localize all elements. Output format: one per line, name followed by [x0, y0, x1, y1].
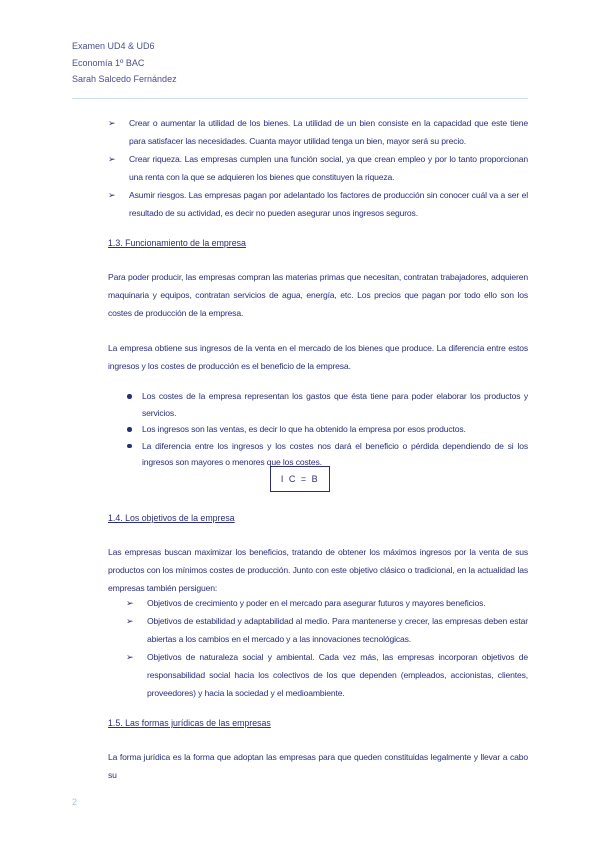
list-item-text: Objetivos de naturaleza social y ambiental. Cada vez más, las empresas incorporan objetivos de responsabilidad social hacia los colectivos de los que dependen (empleados, accionistas, clientes, proveedores) y hacia la sociedad y el medioambiente. — [147, 652, 528, 698]
arrow-bullet-icon: ➢ — [126, 616, 134, 626]
bullet-dot-icon — [127, 394, 132, 399]
list-item — [108, 114, 528, 150]
section-heading-1-3: 1.3. Funcionamiento de la empresa — [108, 238, 246, 248]
section-1-5-paragraph: La forma jurídica es la forma que adoptan las empresas para que queden constituidas legalmente y llevar a cabo su — [108, 752, 528, 780]
list-item-text: Los costes de la empresa representan los gastos que ésta tiene para poder elaborar los productos y servicios. — [142, 391, 528, 418]
list-item — [108, 150, 528, 186]
section-heading-1-5: 1.5. Las formas jurídicas de las empresas — [108, 718, 271, 728]
business-objectives-list — [126, 594, 528, 702]
list-item-text: Crear o aumentar la utilidad de los bienes. La utilidad de un bien consiste en la capacidad que este tiene para satisfacer las necesidades. Cuanta mayor utilidad tenga un bien, mayor será su precio. — [129, 118, 528, 146]
list-item — [108, 186, 528, 222]
page-header — [72, 38, 532, 88]
list-item-text: Asumir riesgos. Las empresas pagan por adelantado los factores de producción sin conocer cuál va a ser el resultado de su actividad, es decir no pueden asegurar unos ingresos seguros. — [129, 190, 528, 218]
arrow-bullet-icon: ➢ — [126, 652, 134, 662]
costs-income-list — [125, 388, 528, 471]
bullet-dot-icon — [127, 427, 132, 432]
arrow-bullet-icon: ➢ — [108, 118, 116, 128]
header-author: Sarah Salcedo Fernández — [72, 74, 177, 84]
list-item — [126, 594, 528, 612]
list-item-text: Crear riqueza. Las empresas cumplen una función social, ya que crean empleo y por lo tanto proporcionan una renta con la que se adquieren los bienes que constituyen la riqueza. — [129, 154, 528, 182]
page-number: 2 — [72, 797, 78, 807]
list-item — [125, 388, 528, 421]
business-functions-list — [108, 114, 528, 222]
arrow-bullet-icon: ➢ — [108, 154, 116, 164]
section-1-3-paragraph-1: Para poder producir, las empresas compran las materias primas que necesitan, contratan trabajadores, adquieren maquinaria y equipos, contratan servicios de agua, energía, etc. Los precios que pagan por todo ello son los costes de producción de la empresa. — [108, 272, 528, 318]
bullet-dot-icon — [127, 444, 132, 449]
list-item-text: Los ingresos son las ventas, es decir lo que ha obtenido la empresa por esos productos. — [142, 424, 466, 434]
arrow-bullet-icon: ➢ — [108, 190, 116, 200]
section-1-3-paragraph-2: La empresa obtiene sus ingresos de la venta en el mercado de los bienes que produce. La diferencia entre estos ingresos y los costes de producción es el beneficio de la empresa. — [108, 343, 528, 371]
arrow-bullet-icon: ➢ — [126, 598, 134, 608]
list-item-text: La diferencia entre los ingresos y los costes nos dará el beneficio o pérdida dependiendo de si los ingresos son mayores o menores que los costes. — [142, 440, 528, 467]
list-item — [126, 612, 528, 648]
profit-formula-box: I C = B — [270, 466, 330, 492]
list-item-text: Objetivos de crecimiento y poder en el mercado para asegurar futuros y mayores beneficios. — [147, 598, 486, 608]
list-item — [126, 648, 528, 702]
header-course: Economía 1º BAC — [72, 57, 145, 68]
header-exam-title: Examen UD4 & UD6 — [72, 41, 155, 51]
section-1-4-paragraph: Las empresas buscan maximizar los beneficios, tratando de obtener los máximos ingresos por la venta de sus productos con los mínimos costes de producción. Junto con este objetivo clásico o tradicional, en la actualidad las empresas también persiguen: — [108, 547, 528, 593]
section-heading-1-4: 1.4. Los objetivos de la empresa — [108, 513, 235, 523]
header-divider — [72, 98, 528, 99]
list-item — [125, 421, 528, 438]
list-item-text: Objetivos de estabilidad y adaptabilidad al medio. Para mantenerse y crecer, las empresas deben estar abiertas a los cambios en el mercado y a las innovaciones tecnológicas. — [147, 616, 528, 644]
